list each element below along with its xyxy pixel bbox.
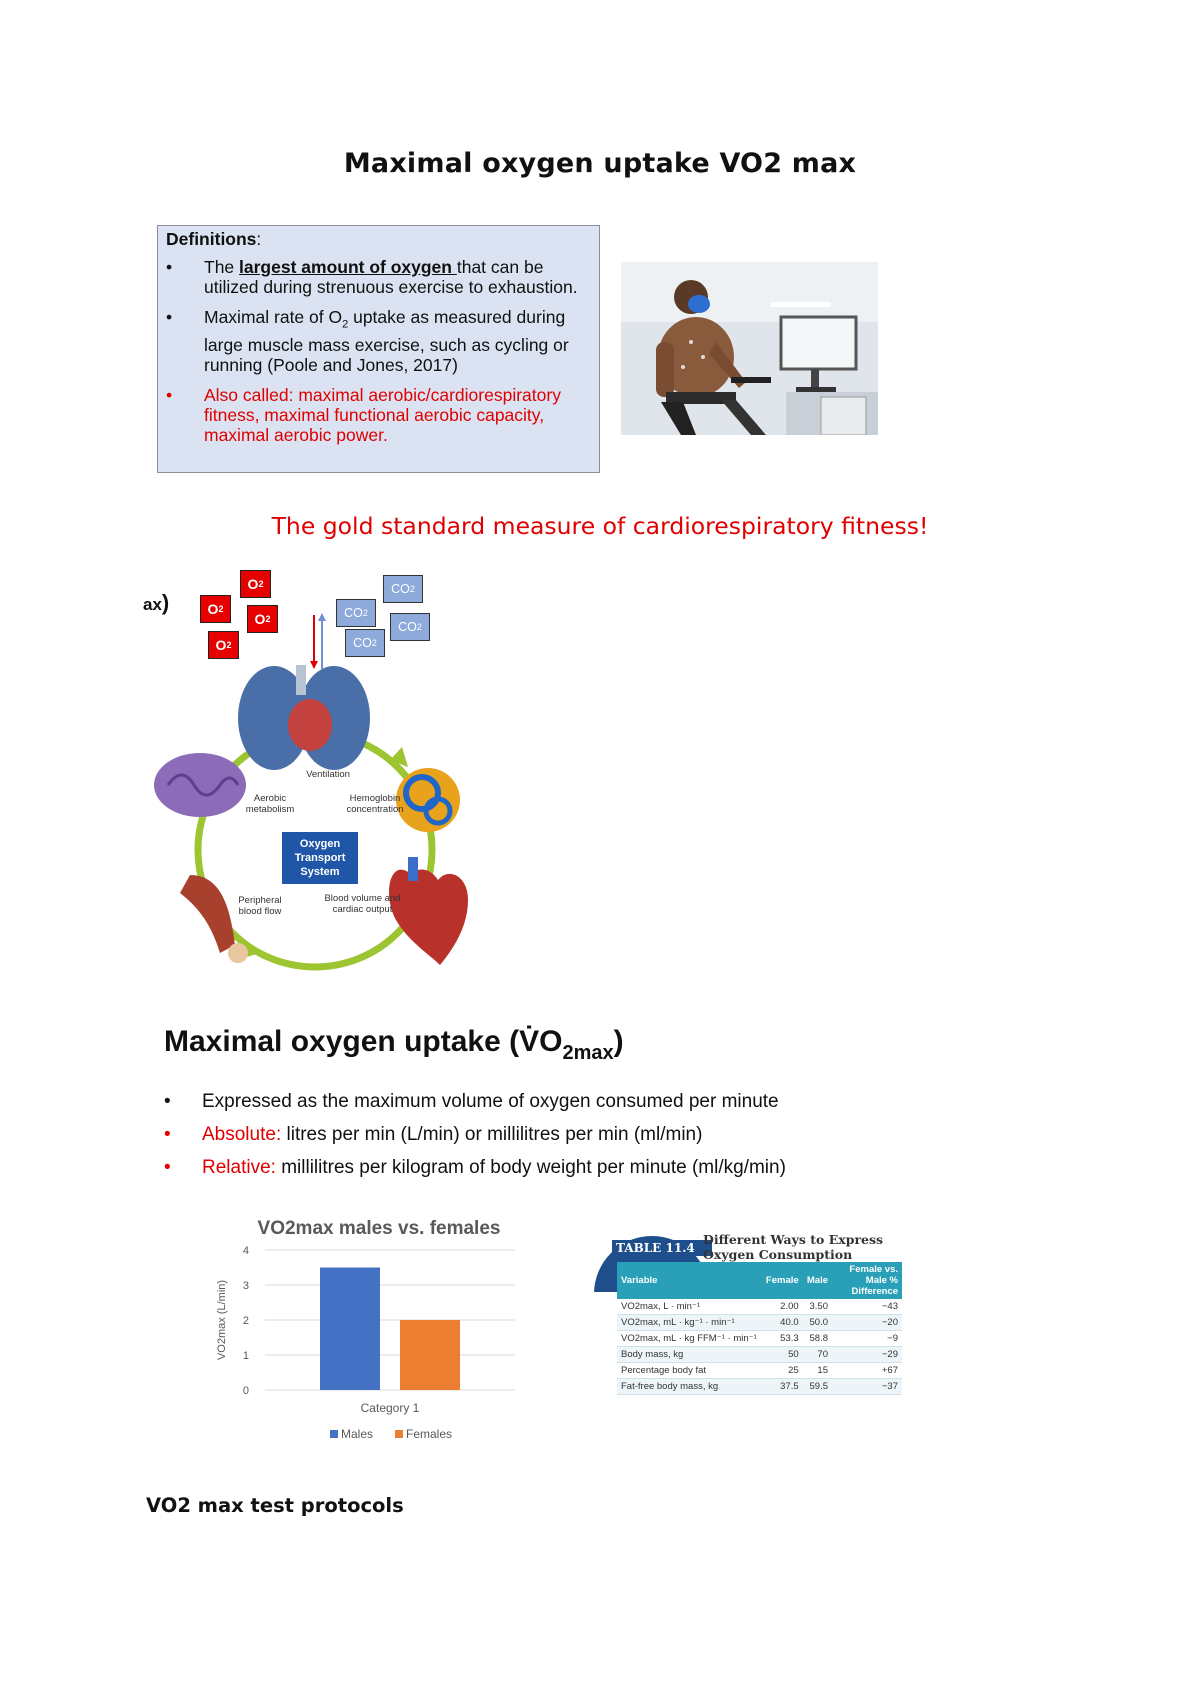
bar-chart [205,1245,545,1445]
definition-item-3: • Also called: maximal aerobic/cardiorespiratory fitness, maximal functional aerobic capacity, maximal aerobic power. [166,385,591,445]
table-cell: 58.8 [803,1331,832,1347]
table-row [617,1347,902,1363]
table-cell: +67 [832,1363,902,1379]
list-item: • Expressed as the maximum volume of oxygen consumed per minute [164,1091,779,1112]
bar-males [320,1268,380,1391]
table-cell: 50.0 [803,1315,832,1331]
table-row [617,1379,902,1395]
table-header: Female [762,1262,803,1299]
oxygen-consumption-table [617,1262,902,1395]
table-cell: 40.0 [762,1315,803,1331]
vo2-expression-list [164,1085,786,1184]
x-tick-label: Category 1 [360,1401,420,1415]
table-cell: 70 [803,1347,832,1363]
vo2-test-photo [621,262,878,435]
table-cell: −29 [832,1347,902,1363]
page-title: Maximal oxygen uptake VO2 max [343,148,857,179]
table-cell: 3.50 [803,1299,832,1315]
table-badge: TABLE 11.4 [616,1241,695,1255]
definitions-heading: Definitions: [166,229,262,249]
table-cell: −37 [832,1379,902,1395]
table-header: Variable [617,1262,762,1299]
y-axis-label: VO2max (L/min) [216,1279,228,1361]
definition-item-1: • The largest amount of oxygen that can be utilized during strenuous exercise to exhaustion. [166,257,591,297]
table-cell: VO2max, mL · kg⁻¹ · min⁻¹ [617,1315,762,1331]
list-item: • Absolute: litres per min (L/min) or millilitres per min (ml/min) [164,1124,703,1145]
table-row [617,1315,902,1331]
ventilation-label: Ventilation [306,769,350,780]
co2-molecule: CO 2 [383,575,423,603]
definitions-box [157,225,600,473]
table-cell: VO2max, mL · kg FFM⁻¹ · min⁻¹ [617,1331,762,1347]
table-header: Male [803,1262,832,1299]
oxygen-transport-system-box: Oxygen Transport System [282,832,358,884]
oxygen-transport-diagram [150,575,480,980]
definition-item-2: • Maximal rate of $O_2$ uptake as measured during large muscle mass exercise, such as cycling or running (Poole and Jones, 2017) [166,307,591,375]
y-tick-label: 3 [242,1280,249,1292]
table-cell: −20 [832,1315,902,1331]
table-cell: Percentage body fat [617,1363,762,1379]
blood-volume-label: Blood volume and cardiac output [324,893,401,915]
co2-molecule: CO 2 [390,613,430,641]
table-row [617,1363,902,1379]
legend-label: Males [341,1427,374,1441]
hemoglobin-label: Hemoglobin concentration [346,793,404,815]
table-row [617,1299,902,1315]
table-cell: VO2max, L · min⁻¹ [617,1299,762,1315]
y-tick-label: 0 [242,1385,249,1397]
bar-females [400,1320,460,1390]
peripheral-blood-flow-label: Peripheral blood flow [238,895,282,917]
table-row [617,1331,902,1347]
y-tick-label: 1 [242,1350,249,1362]
table-cell: 15 [803,1363,832,1379]
co2-molecule: CO 2 [345,629,385,657]
table-cell: Body mass, kg [617,1347,762,1363]
table-cell: −43 [832,1299,902,1315]
test-protocols-heading: VO2 max test protocols [146,1494,404,1517]
table-cell: Fat-free body mass, kg [617,1379,762,1395]
legend-label: Females [406,1427,453,1441]
aerobic-metabolism-label: Aerobic metabolism [245,793,295,815]
chart-title: VO2max males vs. females [257,1218,501,1239]
table-cell: 50 [762,1347,803,1363]
table-title: Different Ways to Express Oxygen Consumption [703,1232,884,1262]
table-cell: 59.5 [803,1379,832,1395]
legend-swatch [330,1430,338,1438]
table-cell: 37.5 [762,1379,803,1395]
o2-molecule: O 2 [208,631,239,659]
o2-molecule: O 2 [247,605,278,633]
table-cell: −9 [832,1331,902,1347]
legend-swatch [395,1430,403,1438]
list-item: • Relative: millilitres per kilogram of body weight per minute (ml/kg/min) [164,1157,786,1178]
cropped-heading-fragment: ax) [143,590,170,615]
co2-molecule: CO 2 [336,599,376,627]
table-cell: 53.3 [762,1331,803,1347]
y-tick-label: 2 [242,1315,249,1327]
section-heading: Maximal oxygen uptake $(V̇O_{2max})$ [164,1025,624,1064]
gold-standard-statement: The gold standard measure of cardiorespiratory fitness! [271,512,929,540]
o2-molecule: O 2 [200,595,231,623]
table-header: Female vs. Male % Difference [832,1262,902,1299]
o2-molecule: O 2 [240,570,271,598]
y-tick-label: 4 [242,1245,249,1257]
table-cell: 25 [762,1363,803,1379]
table-cell: 2.00 [762,1299,803,1315]
